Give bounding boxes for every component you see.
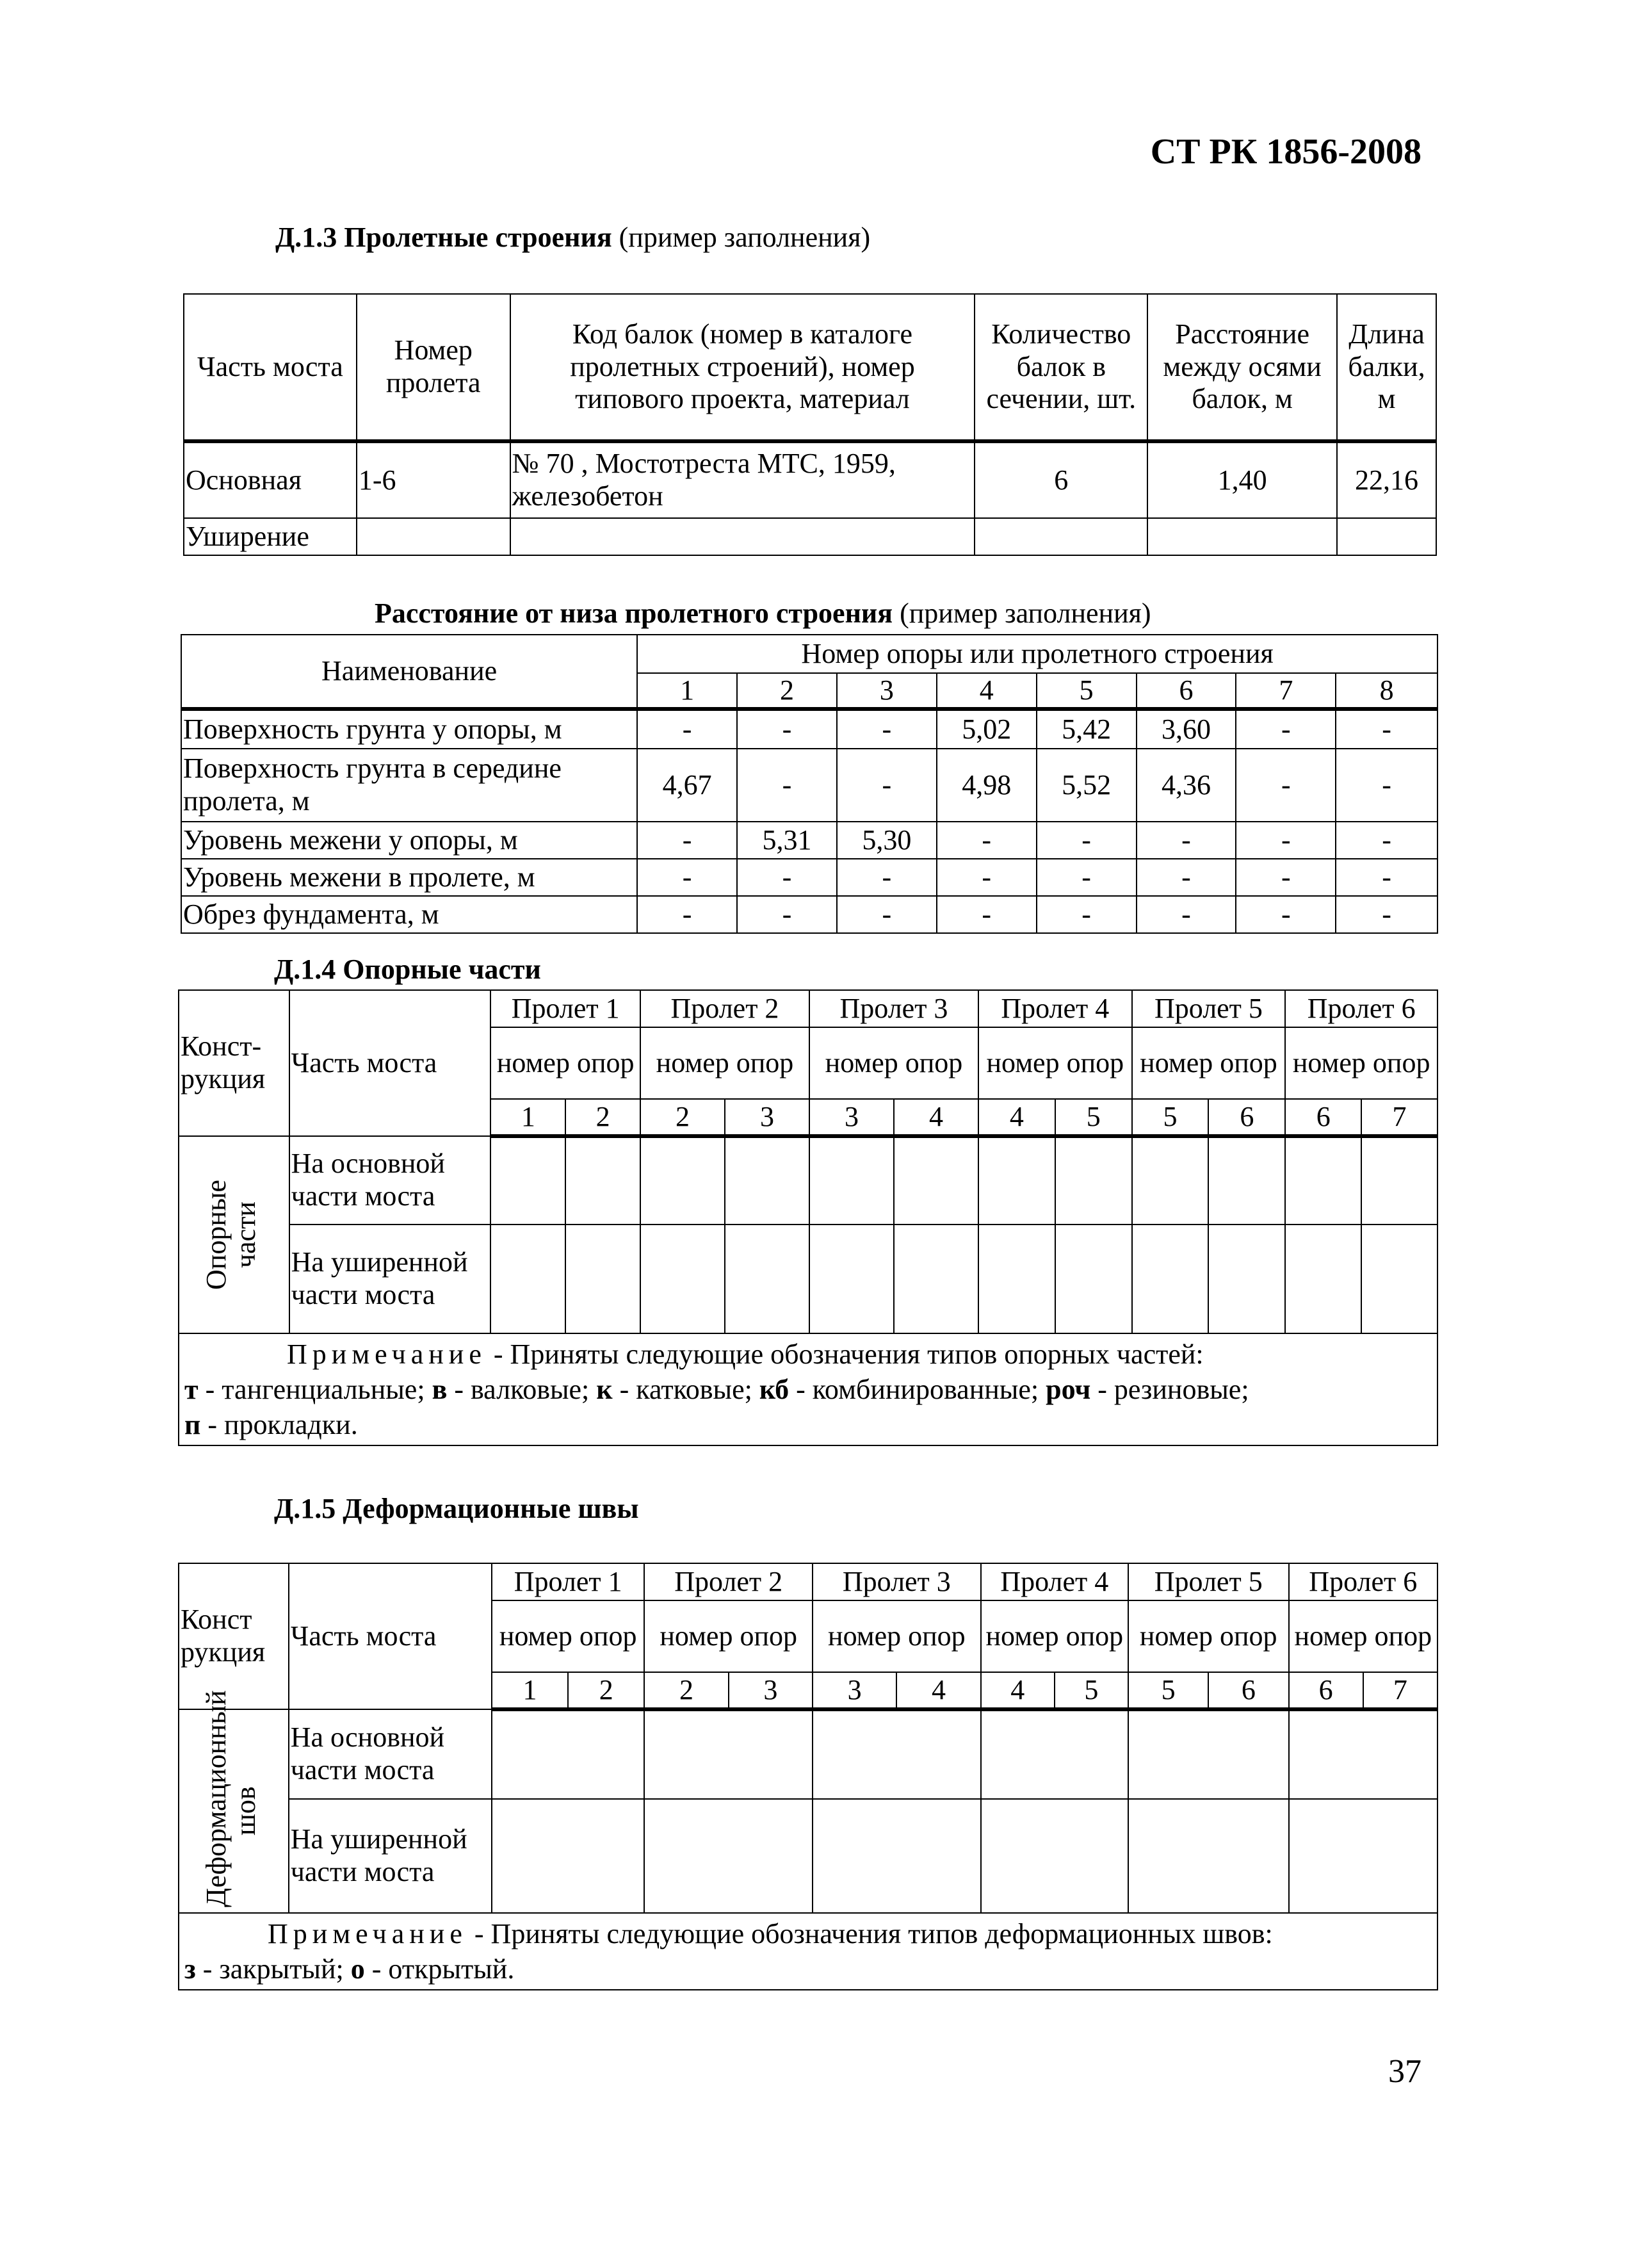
column-header: 2	[737, 673, 837, 709]
table-row	[179, 1799, 1437, 1913]
table-cell: -	[1336, 896, 1437, 933]
table-cell	[813, 1709, 981, 1799]
construct-header: Конст-рукция	[179, 990, 289, 1136]
note-word: Примечание	[268, 1918, 467, 1949]
supports-subheader: номер опор	[1289, 1600, 1437, 1672]
supports-subheader: номер опор	[492, 1600, 644, 1672]
table-cell: -	[1037, 859, 1137, 896]
table-cell	[1128, 1709, 1289, 1799]
note-line	[184, 1337, 1432, 1372]
table-cell	[1289, 1709, 1437, 1799]
supports-subheader: номер опор	[981, 1600, 1128, 1672]
section-d13-heading	[275, 221, 870, 254]
table-cell	[894, 1225, 978, 1333]
span-header: Пролет 2	[640, 990, 809, 1027]
span-header: Пролет 1	[490, 990, 640, 1027]
table-cell	[510, 518, 975, 555]
note-text: - Приняты следующие обозначения типов деформационных швов:	[474, 1918, 1273, 1949]
table-cell	[978, 1225, 1055, 1333]
support-number: 6	[1208, 1099, 1285, 1136]
span-header: Пролет 3	[813, 1563, 981, 1600]
table-cell: -	[637, 896, 737, 933]
table-cell: -	[1336, 709, 1437, 749]
table-cell: 5,31	[737, 822, 837, 859]
section-d15-heading	[274, 1492, 639, 1525]
table-cell: -	[737, 859, 837, 896]
legend-text: - валковые;	[454, 1374, 590, 1405]
spans-table	[183, 293, 1437, 556]
table-cell	[1285, 1136, 1361, 1225]
legend-code: т	[184, 1374, 198, 1405]
table-row	[181, 749, 1437, 822]
support-number: 4	[981, 1672, 1055, 1709]
table-cell: -	[1336, 822, 1437, 859]
table-cell	[1361, 1136, 1437, 1225]
span-header: Пролет 4	[978, 990, 1132, 1027]
distance-title: Расстояние от низа пролетного строения	[375, 598, 893, 629]
table-cell: -	[937, 822, 1037, 859]
support-number: 5	[1132, 1099, 1209, 1136]
table-cell: -	[837, 859, 937, 896]
legend-code: о	[350, 1953, 365, 1985]
table-cell	[809, 1225, 894, 1333]
support-number: 6	[1289, 1672, 1363, 1709]
span-header: Пролет 6	[1285, 990, 1437, 1027]
table-cell	[981, 1799, 1128, 1913]
distance-heading	[375, 597, 1151, 630]
support-number: 5	[1055, 1099, 1132, 1136]
table-cell	[809, 1136, 894, 1225]
header-cell: Расстояние между осями балок, м	[1147, 294, 1337, 441]
table-cell: 5,42	[1037, 709, 1137, 749]
table-cell	[492, 1799, 644, 1913]
section-number: Д.1.3	[275, 222, 337, 253]
table-cell: 6	[975, 441, 1147, 518]
table-cell	[1132, 1225, 1209, 1333]
legend-code: кб	[759, 1374, 790, 1405]
row-label: На основной части моста	[289, 1136, 491, 1225]
supports-subheader: номер опор	[490, 1027, 640, 1099]
table-cell	[1055, 1136, 1132, 1225]
table-cell	[1337, 518, 1436, 555]
support-number: 3	[813, 1672, 896, 1709]
span-header: Пролет 4	[981, 1563, 1128, 1600]
header-cell: Часть моста	[184, 294, 357, 441]
table-header-row	[179, 990, 1437, 1027]
row-label: На уширенной части моста	[289, 1225, 491, 1333]
support-number: 7	[1361, 1099, 1437, 1136]
page-number: 37	[1388, 2053, 1421, 2090]
section-number: Д.1.5	[274, 1493, 336, 1524]
support-number: 6	[1208, 1672, 1288, 1709]
table-cell	[640, 1136, 725, 1225]
table-header-row	[184, 294, 1436, 441]
table-cell	[490, 1136, 565, 1225]
table-cell: Уширение	[184, 518, 357, 555]
table-cell: -	[1336, 859, 1437, 896]
table-cell	[1285, 1225, 1361, 1333]
table-cell: № 70 , Мостотреста МТС, 1959, железобетон	[510, 441, 975, 518]
group-cell	[179, 1136, 289, 1333]
table-row	[184, 518, 1436, 555]
table-cell: -	[937, 859, 1037, 896]
table-cell: -	[1137, 822, 1236, 859]
name-header: Наименование	[181, 635, 637, 709]
table-cell	[1132, 1136, 1209, 1225]
supports-subheader: номер опор	[809, 1027, 978, 1099]
support-number: 1	[492, 1672, 568, 1709]
legend-code: з	[184, 1953, 196, 1985]
support-number: 3	[725, 1099, 809, 1136]
table-cell: 5,02	[937, 709, 1037, 749]
support-number: 4	[978, 1099, 1055, 1136]
column-header: 8	[1336, 673, 1437, 709]
joints-table	[178, 1563, 1438, 1990]
table-row	[181, 896, 1437, 933]
legend-text: - резиновые;	[1097, 1374, 1249, 1405]
support-number: 5	[1128, 1672, 1208, 1709]
table-cell	[975, 518, 1147, 555]
table-cell	[1208, 1225, 1285, 1333]
table-row	[181, 859, 1437, 896]
table-cell	[725, 1136, 809, 1225]
span-header: Пролет 6	[1289, 1563, 1437, 1600]
legend-text: - тангенциальные;	[205, 1374, 425, 1405]
table-cell: -	[737, 709, 837, 749]
section-suffix: (пример заполнения)	[619, 222, 871, 253]
table-row	[179, 1225, 1437, 1333]
legend-text: - закрытый;	[202, 1953, 344, 1985]
table-cell	[357, 518, 510, 555]
construct-header: Конст рукция	[179, 1563, 289, 1709]
legend-text: - открытый.	[371, 1953, 515, 1985]
legend-line	[184, 1407, 1432, 1442]
table-cell	[1128, 1799, 1289, 1913]
table-cell	[978, 1136, 1055, 1225]
table-cell	[640, 1225, 725, 1333]
table-cell	[492, 1709, 644, 1799]
header-cell: Количество балок в сечении, шт.	[975, 294, 1147, 441]
support-number: 2	[568, 1672, 644, 1709]
table-cell: -	[1037, 822, 1137, 859]
table-cell	[565, 1136, 640, 1225]
note-cell	[179, 1333, 1437, 1445]
support-number: 2	[644, 1672, 728, 1709]
table-header-row	[181, 635, 1437, 673]
legend-code: к	[596, 1374, 613, 1405]
row-label: На уширенной части моста	[289, 1799, 492, 1913]
header-cell: Код балок (номер в каталоге пролетных строений), номер типового проекта, материал	[510, 294, 975, 441]
table-cell	[725, 1225, 809, 1333]
row-label: Уровень межени в пролете, м	[181, 859, 637, 896]
note-row	[179, 1913, 1437, 1990]
table-cell: -	[737, 749, 837, 822]
section-title: Деформационные швы	[343, 1493, 639, 1524]
supports-subheader: номер опор	[978, 1027, 1132, 1099]
table-cell	[894, 1136, 978, 1225]
legend-code: в	[432, 1374, 448, 1405]
table-cell: -	[1236, 709, 1336, 749]
support-number: 5	[1055, 1672, 1128, 1709]
table-cell: -	[1236, 749, 1336, 822]
span-header: Пролет 5	[1132, 990, 1286, 1027]
table-cell: Основная	[184, 441, 357, 518]
table-cell: 1,40	[1147, 441, 1337, 518]
table-cell: -	[637, 822, 737, 859]
table-cell: 4,98	[937, 749, 1037, 822]
column-header: 6	[1137, 673, 1236, 709]
row-label: Поверхность грунта у опоры, м	[181, 709, 637, 749]
note-cell	[179, 1913, 1437, 1990]
note-row	[179, 1333, 1437, 1445]
section-title: Опорные части	[343, 954, 541, 985]
supports-subheader: номер опор	[640, 1027, 809, 1099]
table-cell: 1-6	[357, 441, 510, 518]
table-cell	[644, 1799, 813, 1913]
table-cell: -	[1236, 859, 1336, 896]
span-header: Пролет 5	[1128, 1563, 1289, 1600]
row-label: Обрез фундамента, м	[181, 896, 637, 933]
table-cell: 3,60	[1137, 709, 1236, 749]
support-number: 6	[1285, 1099, 1361, 1136]
table-cell	[981, 1709, 1128, 1799]
table-row	[179, 1136, 1437, 1225]
supports-subheader: номер опор	[1285, 1027, 1437, 1099]
table-cell: 4,36	[1137, 749, 1236, 822]
table-cell	[1289, 1799, 1437, 1913]
note-word: Примечание	[287, 1338, 487, 1370]
table-cell: -	[1336, 749, 1437, 822]
support-number: 4	[894, 1099, 978, 1136]
legend-line	[184, 1951, 1432, 1987]
table-cell: -	[837, 709, 937, 749]
support-number: 4	[896, 1672, 980, 1709]
group-cell	[179, 1690, 289, 1913]
legend-code: п	[184, 1409, 201, 1440]
part-header: Часть моста	[289, 990, 491, 1136]
table-cell	[1147, 518, 1337, 555]
table-cell: -	[1236, 896, 1336, 933]
support-number: 3	[729, 1672, 813, 1709]
span-header: Пролет 1	[492, 1563, 644, 1600]
supports-subheader: номер опор	[644, 1600, 813, 1672]
support-number: 3	[809, 1099, 894, 1136]
row-label: На основной части моста	[289, 1709, 492, 1799]
column-header: 1	[637, 673, 737, 709]
column-header: 7	[1236, 673, 1336, 709]
table-cell	[813, 1799, 981, 1913]
table-cell: 5,52	[1037, 749, 1137, 822]
table-cell: 5,30	[837, 822, 937, 859]
table-row	[181, 709, 1437, 749]
table-cell	[565, 1225, 640, 1333]
section-d14-heading	[274, 953, 541, 986]
legend-text: - комбинированные;	[796, 1374, 1039, 1405]
section-title: Пролетные строения	[344, 222, 612, 253]
table-cell: -	[937, 896, 1037, 933]
table-cell: -	[637, 859, 737, 896]
part-header: Часть моста	[289, 1563, 492, 1709]
support-number: 7	[1363, 1672, 1437, 1709]
table-cell: -	[837, 749, 937, 822]
span-header: Пролет 2	[644, 1563, 813, 1600]
group-header: Номер опоры или пролетного строения	[637, 635, 1437, 673]
table-cell	[1361, 1225, 1437, 1333]
supports-subheader: номер опор	[813, 1600, 981, 1672]
table-cell: 4,67	[637, 749, 737, 822]
table-cell	[1055, 1225, 1132, 1333]
support-number: 2	[640, 1099, 725, 1136]
note-text: - Приняты следующие обозначения типов опорных частей:	[493, 1338, 1204, 1370]
row-label: Поверхность грунта в середине пролета, м	[181, 749, 637, 822]
table-cell	[1208, 1136, 1285, 1225]
table-row	[181, 822, 1437, 859]
support-number: 2	[565, 1099, 640, 1136]
support-number: 1	[490, 1099, 565, 1136]
header-cell: Номер пролета	[357, 294, 510, 441]
bearings-table	[178, 989, 1438, 1446]
distance-table	[181, 634, 1438, 934]
group-label: Опорные части	[200, 1180, 262, 1290]
table-cell: -	[637, 709, 737, 749]
supports-subheader: номер опор	[1128, 1600, 1289, 1672]
table-cell: -	[1137, 896, 1236, 933]
table-cell	[644, 1709, 813, 1799]
legend-line	[184, 1372, 1432, 1407]
table-row	[184, 441, 1436, 518]
note-line	[184, 1916, 1432, 1951]
legend-text: - катковые;	[619, 1374, 752, 1405]
table-cell: -	[1137, 859, 1236, 896]
group-label: Деформационный шов	[200, 1690, 262, 1907]
header-cell: Длина балки, м	[1337, 294, 1436, 441]
column-header: 5	[1037, 673, 1137, 709]
table-row	[179, 1709, 1437, 1799]
table-header-row	[179, 1563, 1437, 1600]
span-header: Пролет 3	[809, 990, 978, 1027]
table-cell	[490, 1225, 565, 1333]
legend-code: роч	[1046, 1374, 1091, 1405]
supports-subheader: номер опор	[1132, 1027, 1286, 1099]
distance-suffix: (пример заполнения)	[900, 598, 1151, 629]
table-cell: 22,16	[1337, 441, 1436, 518]
column-header: 3	[837, 673, 937, 709]
section-number: Д.1.4	[274, 954, 336, 985]
legend-text: - прокладки.	[207, 1409, 358, 1440]
table-cell: -	[737, 896, 837, 933]
table-cell: -	[1236, 822, 1336, 859]
column-header: 4	[937, 673, 1037, 709]
row-label: Уровень межени у опоры, м	[181, 822, 637, 859]
table-cell: -	[1037, 896, 1137, 933]
document-id: СТ РК 1856-2008	[1150, 132, 1421, 172]
table-cell: -	[837, 896, 937, 933]
